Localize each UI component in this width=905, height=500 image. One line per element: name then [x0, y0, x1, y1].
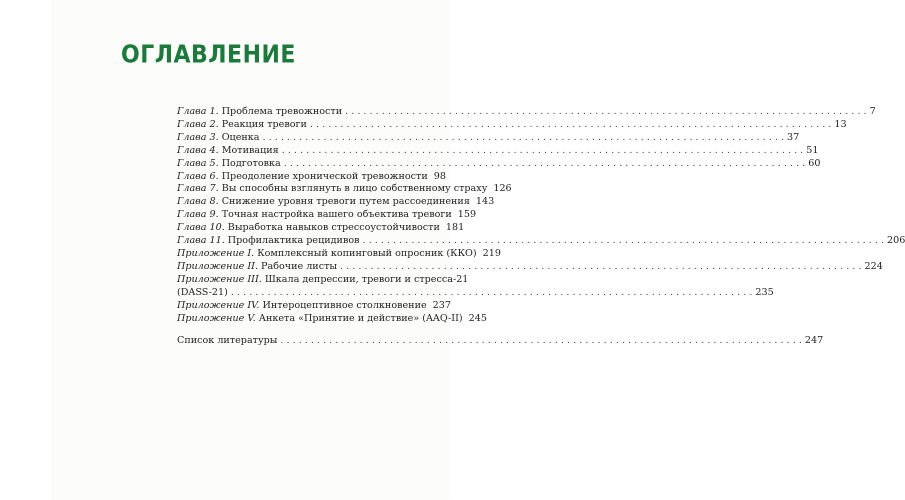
entry-page: 60 — [808, 157, 821, 169]
entry-label: Глава 8. — [177, 196, 219, 208]
entry-text: Оценка — [221, 131, 260, 143]
dot-leader — [310, 119, 831, 132]
toc-entry-9 — [177, 209, 477, 222]
toc-entry-7 — [177, 183, 512, 196]
dot-leader — [363, 235, 884, 248]
entry-page: 7 — [869, 106, 876, 117]
section-gap — [177, 325, 427, 335]
entry-text: Комплексный копинговый опросник (ККО) — [257, 247, 477, 259]
toc-entry-appendix-5 — [177, 312, 487, 326]
book-page — [53, 0, 905, 500]
entry-label: Глава 7. — [177, 183, 219, 195]
entry-page: 51 — [806, 144, 819, 156]
toc-entry-5 — [177, 157, 821, 171]
entry-text: Точная настройка вашего объектива тревоги — [221, 209, 452, 221]
toc-entry-appendix-2 — [177, 260, 883, 274]
entry-page: 206 — [887, 235, 905, 247]
entry-text: Реакция тревоги — [221, 118, 307, 130]
entry-label: Глава 6. — [177, 170, 219, 182]
entry-text: Список литературы — [177, 335, 278, 347]
dot-leader — [282, 145, 803, 158]
toc-entry-references — [177, 335, 824, 348]
entry-page: 219 — [482, 247, 501, 259]
entry-label: Глава 4. — [177, 144, 219, 156]
entry-text: Вы способны взглянуть в лицо собственному страху — [221, 183, 488, 195]
entry-label: Глава 3. — [177, 131, 219, 143]
toc-entry-2 — [177, 118, 847, 132]
toc-entry-11 — [177, 235, 905, 248]
entry-label: Глава 9. — [177, 209, 219, 221]
entry-text: Профилактика рецидивов — [227, 235, 360, 247]
dot-leader — [280, 335, 801, 348]
toc-entry-3 — [177, 131, 800, 145]
entry-label: Приложение V. — [177, 312, 256, 324]
toc-entry-6 — [177, 170, 446, 184]
dot-leader — [231, 287, 752, 300]
table-of-contents — [177, 106, 905, 348]
dot-leader — [345, 106, 866, 119]
entry-text: Проблема тревожности — [221, 106, 343, 117]
toc-entry-10 — [177, 222, 465, 235]
entry-text: Шкала депрессии, тревоги и стресса-21 — [264, 273, 469, 285]
toc-entry-8 — [177, 196, 495, 209]
entry-text: Анкета «Принятие и действие» (AAQ-II) — [258, 312, 463, 324]
entry-label: Глава 11. — [177, 235, 225, 247]
entry-text: Подготовка — [221, 157, 281, 169]
entry-label: Глава 1. — [177, 106, 219, 117]
dot-leader — [263, 132, 784, 145]
entry-page: 13 — [834, 118, 847, 130]
entry-label: Глава 10. — [177, 222, 225, 234]
entry-page: 143 — [475, 196, 495, 208]
entry-text: Рабочие листы — [261, 260, 338, 272]
entry-page: 98 — [433, 170, 446, 182]
entry-label: Приложение IV. — [177, 299, 260, 311]
entry-label: Приложение III. — [177, 273, 262, 285]
entry-page: 126 — [493, 183, 512, 195]
toc-entry-appendix-4 — [177, 299, 451, 313]
entry-text-continued: (DASS-21) — [177, 286, 228, 298]
toc-entry-1 — [177, 106, 876, 119]
entry-page: 181 — [445, 222, 465, 234]
entry-row-1 — [177, 273, 469, 287]
toc-entry-appendix-1 — [177, 247, 501, 261]
entry-page: 235 — [755, 286, 774, 298]
entry-label: Глава 2. — [177, 118, 219, 130]
entry-page: 37 — [787, 131, 800, 143]
entry-label: Приложение I. — [177, 247, 255, 259]
entry-text: Мотивация — [221, 144, 279, 156]
entry-text: Интероцептивное столкновение — [262, 299, 427, 311]
dot-leader — [340, 261, 861, 274]
entry-label: Глава 5. — [177, 157, 219, 169]
entry-page: 159 — [457, 209, 477, 221]
dot-leader — [284, 158, 805, 171]
entry-text: Выработка навыков стрессоустойчивости — [227, 222, 440, 234]
toc-entry-4 — [177, 144, 819, 158]
entry-page: 245 — [468, 312, 487, 324]
toc-entry-appendix-3 — [177, 273, 774, 300]
entry-label: Приложение II. — [177, 260, 259, 272]
entry-page: 224 — [864, 260, 883, 272]
entry-text: Снижение уровня тревоги путем рассоединения — [221, 196, 470, 208]
entry-row-2 — [177, 286, 774, 300]
entry-page: 237 — [432, 299, 451, 311]
entry-page: 247 — [804, 335, 824, 347]
page-title: ОГЛАВЛЕНИЕ — [121, 41, 296, 69]
entry-text: Преодоление хронической тревожности — [221, 170, 428, 182]
